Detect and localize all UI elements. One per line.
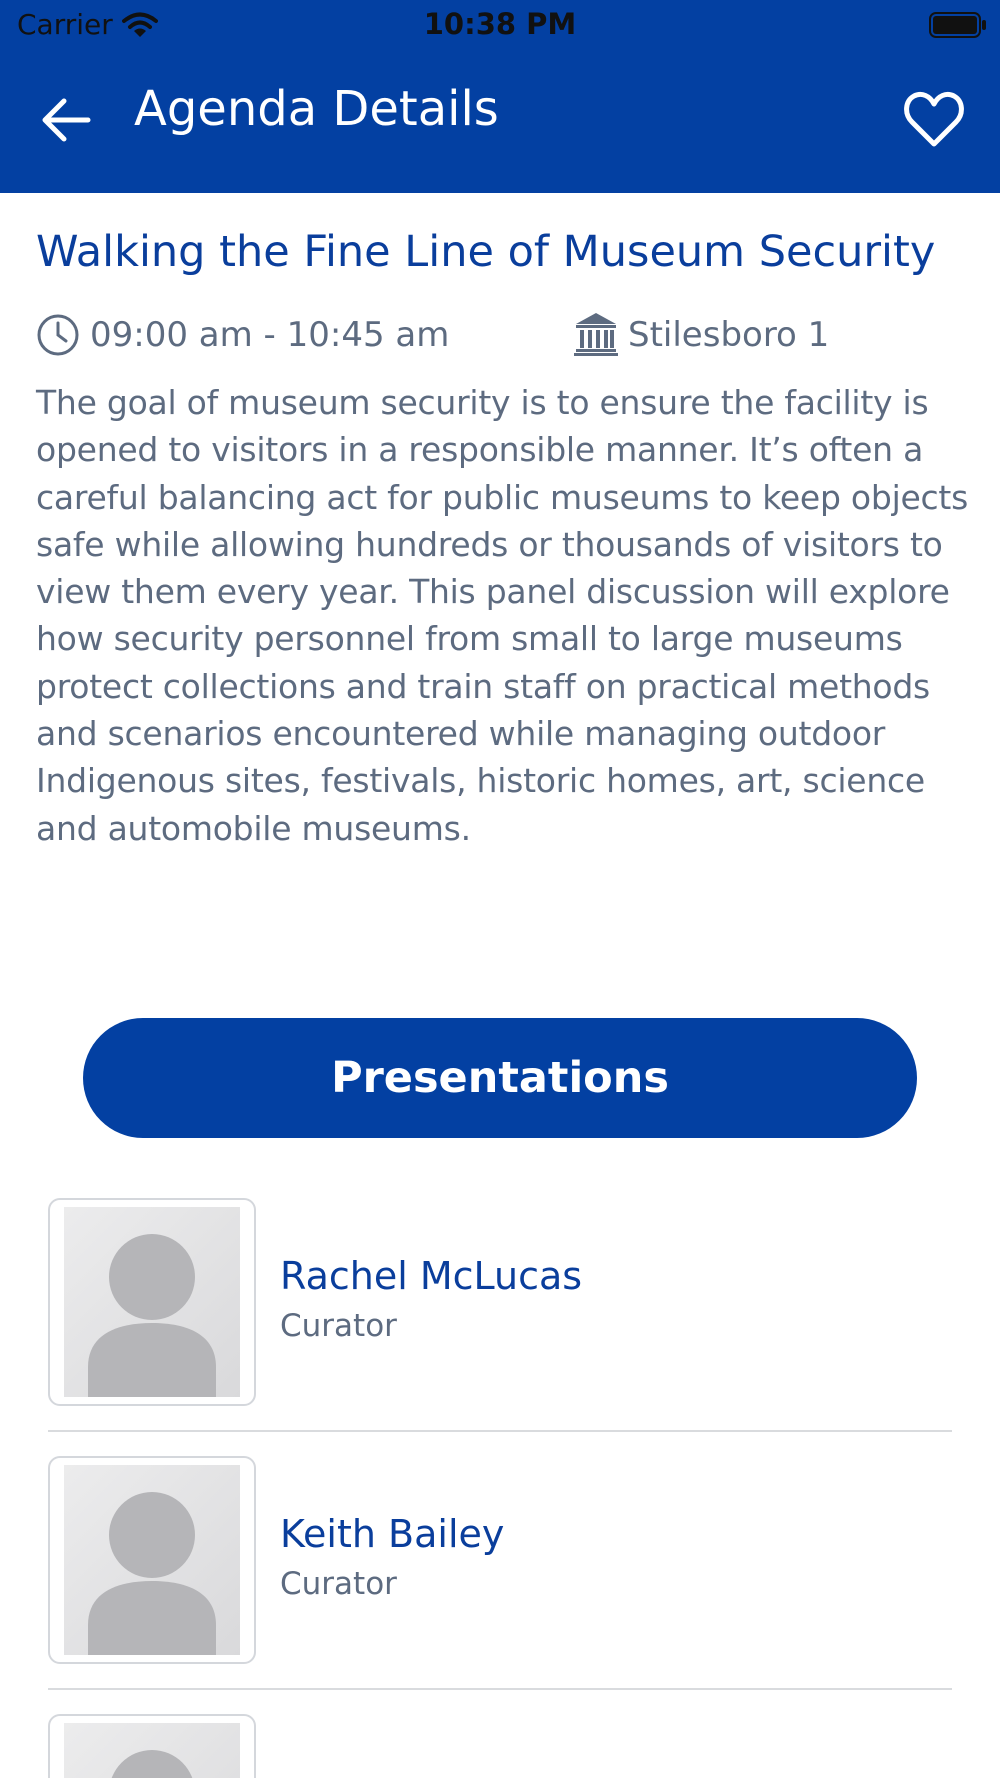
page-title: Agenda Details [134, 81, 499, 137]
favorite-heart-icon[interactable] [902, 88, 966, 152]
session-details [36, 193, 969, 852]
session-room: Stilesboro 1 [628, 315, 830, 355]
speaker-role: Curator [280, 1308, 397, 1344]
divider [48, 1688, 952, 1690]
speaker-avatar-frame [48, 1714, 256, 1778]
speaker-item[interactable] [48, 1456, 952, 1714]
person-placeholder-icon [64, 1465, 240, 1655]
person-placeholder-icon [64, 1723, 240, 1778]
speaker-item[interactable] [48, 1198, 952, 1456]
divider [48, 1430, 952, 1432]
person-placeholder-icon [64, 1207, 240, 1397]
session-time: 09:00 am - 10:45 am [90, 315, 450, 355]
speaker-name: Rachel McLucas [280, 1254, 583, 1298]
presentations-button[interactable]: Presentations [83, 1018, 917, 1138]
status-time: 10:38 PM [423, 7, 577, 41]
speaker-item[interactable] [48, 1714, 952, 1778]
carrier-label: Carrier [17, 8, 113, 41]
session-meta [36, 305, 964, 365]
speaker-role: Curator [280, 1566, 397, 1602]
session-description: The goal of museum security is to ensure the facility is opened to visitors in a responsible manner. It’s often a careful balancing act for public museums to keep objects safe while allowing hundreds or thousands of visitors to view them every year. This panel discussion will explore how security personnel from small to large museums protect collections and train staff on practical methods and scenarios encountered while managing outdoor Indigenous sites, festivals, historic homes, art, science and automobile museums. [36, 383, 969, 848]
speaker-name: Keith Bailey [280, 1512, 505, 1556]
speaker-avatar-frame [48, 1456, 256, 1664]
status-bar [0, 0, 1000, 50]
avatar [64, 1465, 240, 1655]
avatar [64, 1207, 240, 1397]
back-arrow-icon[interactable] [38, 92, 94, 148]
battery-icon [929, 12, 987, 38]
avatar [64, 1723, 240, 1778]
session-title: Walking the Fine Line of Museum Security [36, 227, 936, 277]
app-bar [0, 50, 1000, 193]
building-columns-icon [574, 311, 618, 357]
speaker-avatar-frame [48, 1198, 256, 1406]
clock-icon [36, 313, 80, 357]
